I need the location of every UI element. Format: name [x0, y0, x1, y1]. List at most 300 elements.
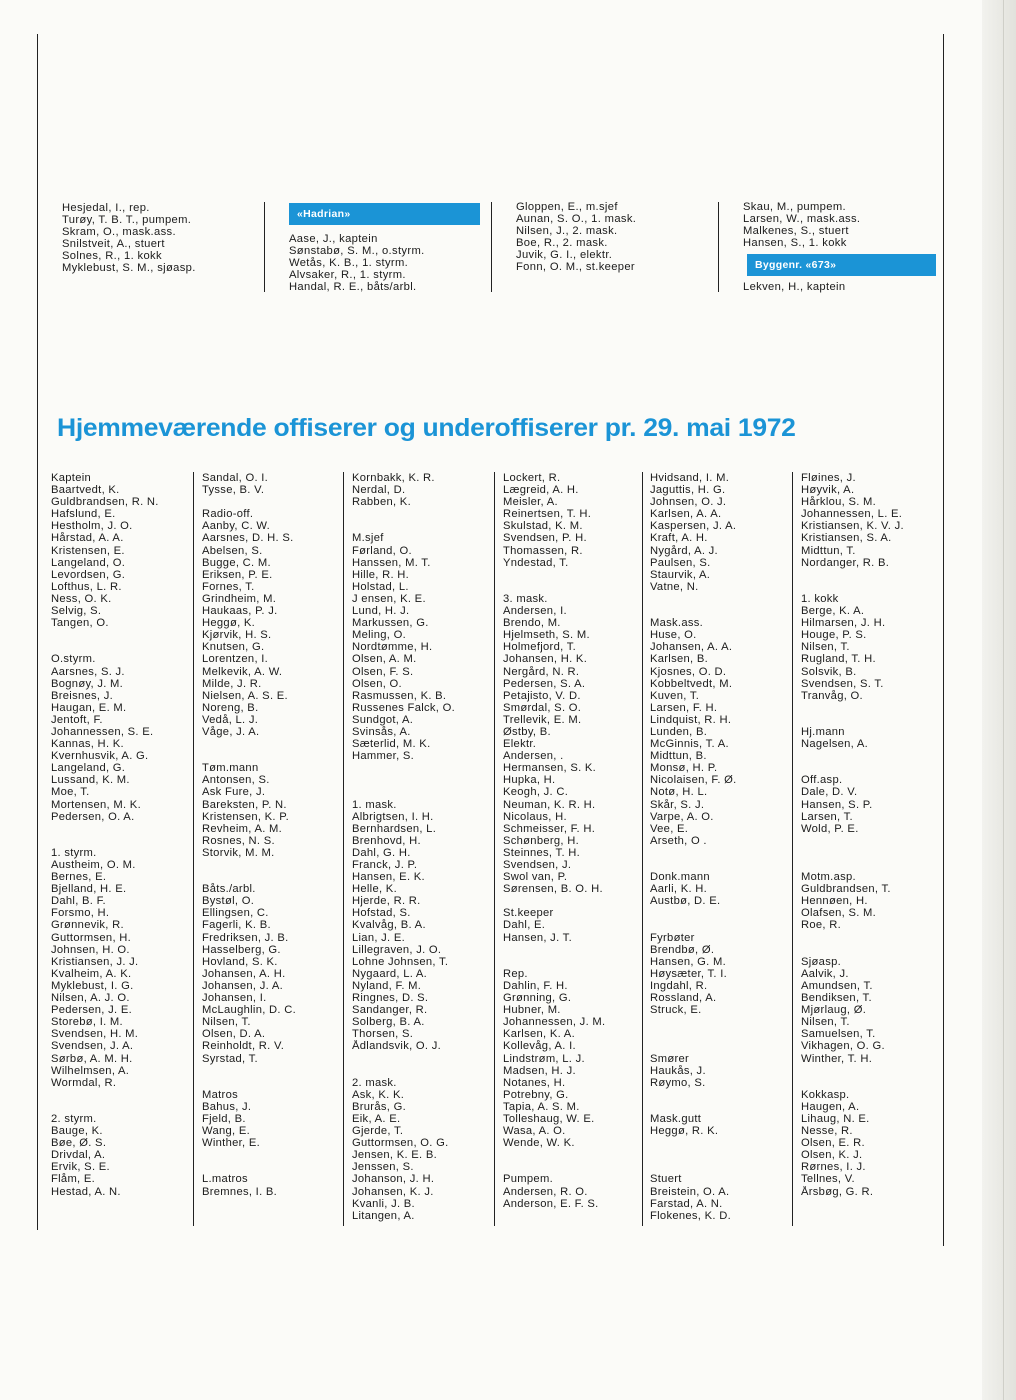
list-item: Sæterlid, M. K.: [352, 738, 431, 751]
list-item: Nerdal, D.: [352, 484, 406, 497]
list-item: Swol van, P.: [503, 871, 568, 884]
list-item: Olsen, K. J.: [801, 1149, 863, 1162]
list-item: Hanssen, M. T.: [352, 556, 431, 569]
list-item: Lindquist, R. H.: [650, 713, 732, 726]
list-item: Monsø, H. P.: [650, 762, 718, 775]
list-item: Olsen, D. A.: [202, 1028, 266, 1041]
list-item: Kvanli, J. B.: [352, 1197, 415, 1210]
list-item: Sjøasp.: [801, 955, 842, 968]
list-item: St.keeper: [503, 907, 554, 920]
list-item: Lihaug, N. E.: [801, 1112, 870, 1125]
list-item: Tangen, O.: [51, 617, 109, 630]
list-item: Wilhelmsen, A.: [51, 1064, 130, 1077]
roster-column-3: [352, 472, 497, 1222]
list-item: Svinsås, A.: [352, 725, 411, 738]
list-item: Malkenes, S., stuert: [743, 225, 849, 238]
list-item: Heggø, R. K.: [650, 1125, 719, 1138]
list-item: Vikhagen, O. G.: [801, 1040, 885, 1053]
list-item: Bendiksen, T.: [801, 992, 872, 1005]
top-list-crew-1: [62, 202, 196, 275]
list-item: Årsbøg, G. R.: [801, 1185, 874, 1198]
list-item: Johansen, A. A.: [650, 641, 733, 654]
list-item: Skram, O., mask.ass.: [62, 226, 176, 239]
list-item: Kristensen, K. P.: [202, 810, 289, 823]
list-item: Sandanger, R.: [352, 1004, 428, 1017]
list-item: Syrstad, T.: [202, 1052, 258, 1065]
list-item: Lockert, R.: [503, 472, 561, 484]
list-item: Revheim, A. M.: [202, 822, 283, 835]
list-item: Bugge, C. M.: [202, 556, 271, 569]
list-item: Gjerde, T.: [352, 1125, 404, 1138]
list-item: Austheim, O. M.: [51, 859, 136, 871]
list-item: Olsen, A. M.: [352, 653, 417, 666]
list-item: Antonsen, S.: [202, 774, 270, 787]
list-item: Dahlin, F. H.: [503, 979, 568, 992]
list-item: Sørensen, B. O. H.: [503, 883, 603, 896]
list-item: Reinertsen, T. H.: [503, 508, 592, 521]
spacer: [650, 1101, 795, 1113]
spacer: [51, 641, 196, 653]
list-item: Mjørlaug, Ø.: [801, 1004, 867, 1017]
list-item: Staurvik, A.: [650, 568, 711, 581]
list-item: Lunden, B.: [650, 725, 708, 738]
list-item: Lillegraven, J. O.: [352, 943, 442, 956]
list-item: Brurås, G.: [352, 1100, 406, 1113]
list-item: Mask.gutt: [650, 1112, 702, 1125]
list-item: Gloppen, E., m.sjef: [516, 201, 618, 213]
list-item: Midttun, T.: [801, 544, 856, 557]
list-item: Yndestad, T.: [503, 556, 569, 569]
list-item: Rugland, T. H.: [801, 653, 876, 666]
spacer: [503, 1149, 648, 1161]
spacer: [801, 1077, 946, 1089]
list-item: Kaspersen, J. A.: [650, 520, 737, 533]
list-item: Dahl, B. F.: [51, 895, 106, 908]
spacer: [352, 786, 497, 798]
list-item: Schønberg, H.: [503, 834, 580, 847]
spacer: [51, 835, 196, 847]
list-item: Olsen, O.: [352, 677, 402, 690]
spacer: [202, 1161, 347, 1173]
list-item: Kraft, A. H.: [650, 532, 708, 545]
list-item: Tolleshaug, W. E.: [503, 1112, 595, 1125]
spacer: [352, 508, 497, 520]
list-item: Smørdal, S. O.: [503, 701, 582, 714]
list-item: Olafsen, S. M.: [801, 907, 877, 920]
list-item: Guldbrandsen, T.: [801, 883, 891, 896]
spacer: [650, 593, 795, 605]
spacer: [650, 859, 795, 871]
list-item: Svendsen, J.: [503, 859, 572, 871]
list-item: Meisler, A.: [503, 496, 558, 509]
list-item: Karlsen, K. A.: [503, 1028, 575, 1041]
list-item: Kristiansen, K. V. J.: [801, 520, 904, 533]
spacer: [503, 956, 648, 968]
top-list-byggenr: [743, 281, 845, 293]
list-item: Brendo, M.: [503, 617, 561, 630]
list-item: Nicolaus, H.: [503, 810, 567, 823]
list-item: Johannessen, S. E.: [51, 725, 154, 738]
top-divider-3: [718, 202, 719, 292]
list-item: Ervik, S. E.: [51, 1161, 110, 1174]
list-item: Kjosnes, O. D.: [650, 665, 727, 678]
list-item: Hennøen, H.: [801, 895, 868, 908]
list-item: Nagelsen, A.: [801, 738, 869, 751]
list-item: J ensen, K. E.: [352, 592, 426, 605]
list-item: Tysse, B. V.: [202, 484, 265, 497]
list-item: 2. mask.: [352, 1076, 397, 1089]
list-item: Haugen, A.: [801, 1100, 860, 1113]
list-item: Ingdahl, R.: [650, 979, 708, 992]
list-item: Anderson, E. F. S.: [503, 1197, 599, 1210]
list-item: L.matros: [202, 1173, 248, 1186]
list-item: Ringnes, D. S.: [352, 992, 429, 1005]
list-item: Turøy, T. B. T., pumpem.: [62, 214, 192, 227]
list-item: Pedersen, O. A.: [51, 810, 135, 823]
list-item: Nicolaisen, F. Ø.: [650, 774, 737, 787]
list-item: Kuven, T.: [650, 689, 700, 702]
list-item: Nielsen, A. S. E.: [202, 689, 288, 702]
list-item: Grønning, G.: [503, 992, 572, 1005]
list-item: Skau, M., pumpem.: [743, 201, 846, 213]
list-item: Kornbakk, K. R.: [352, 472, 435, 484]
list-item: Milde, J. R.: [202, 677, 262, 690]
list-item: Fonn, O. M., st.keeper: [516, 261, 635, 274]
list-item: Hille, R. H.: [352, 568, 410, 581]
list-item: Knutsen, G.: [202, 641, 265, 654]
list-item: Thorsen, S.: [352, 1028, 414, 1041]
list-item: Thomassen, R.: [503, 544, 583, 557]
spacer: [503, 895, 648, 907]
list-item: Hermansen, S. K.: [503, 762, 597, 775]
spacer: [202, 750, 347, 762]
list-item: Sundgot, A.: [352, 713, 414, 726]
page-edge: [982, 0, 1016, 1400]
spacer: [801, 762, 946, 774]
spacer: [202, 1065, 347, 1077]
spacer: [202, 871, 347, 883]
list-item: Jaguttis, H. G.: [650, 484, 726, 497]
spacer: [650, 919, 795, 931]
list-item: Arseth, O .: [650, 834, 707, 847]
list-item: Juvik, G. I., elektr.: [516, 249, 613, 262]
spacer: [650, 1161, 795, 1173]
list-item: Holmefjord, T.: [503, 641, 577, 654]
list-item: Lian, J. E.: [352, 931, 406, 944]
spacer: [650, 1040, 795, 1052]
list-item: 2. styrm.: [51, 1112, 97, 1125]
list-item: 3. mask.: [503, 592, 548, 605]
list-item: Bremnes, I. B.: [202, 1185, 278, 1198]
spacer: [650, 907, 795, 919]
list-item: Vee, E.: [650, 822, 689, 835]
list-item: Breisnes, J.: [51, 689, 114, 702]
list-item: Handal, R. E., båts/arbl.: [289, 281, 417, 294]
list-item: Fornes, T.: [202, 580, 255, 593]
list-item: Sønstabø, S. M., o.styrm.: [289, 245, 425, 258]
list-item: Reinholdt, R. V.: [202, 1040, 285, 1053]
list-item: Fjeld, B.: [202, 1112, 246, 1125]
list-item: Johannessen, L. E.: [801, 508, 903, 521]
list-item: Eik, A. E.: [352, 1112, 401, 1125]
list-item: Høyvik, A.: [801, 484, 855, 497]
list-item: Hansen, S. P.: [801, 798, 873, 811]
list-item: Lekven, H., kaptein: [743, 281, 846, 293]
spacer: [51, 1101, 196, 1113]
list-item: O.styrm.: [51, 653, 96, 666]
list-item: Solnes, R., 1. kokk: [62, 250, 162, 263]
list-item: McGinnis, T. A.: [650, 738, 729, 751]
list-item: McLaughlin, D. C.: [202, 1004, 297, 1017]
list-item: Boe, R., 2. mask.: [516, 237, 608, 250]
list-item: Baartvedt, K.: [51, 484, 120, 497]
list-item: Nordtømme, H.: [352, 641, 433, 654]
list-item: Guttormsen, O. G.: [352, 1137, 449, 1150]
list-item: Ådlandsvik, O. J.: [352, 1040, 442, 1053]
list-item: Tapia, A. S. M.: [503, 1100, 580, 1113]
list-item: Rasmussen, K. B.: [352, 689, 447, 702]
list-item: Johannessen, J. M.: [503, 1016, 606, 1029]
list-item: Fagerli, K. B.: [202, 919, 271, 932]
list-item: Litangen, A.: [352, 1209, 415, 1222]
list-item: Nesse, R.: [801, 1125, 853, 1138]
list-item: Johnsen, H. O.: [51, 943, 130, 956]
list-item: 1. styrm.: [51, 846, 97, 859]
list-item: Grønnevik, R.: [51, 919, 124, 932]
list-item: Langeland, O.: [51, 556, 126, 569]
list-item: Østby, B.: [503, 725, 551, 738]
list-item: Lussand, K. M.: [51, 774, 130, 787]
list-item: Hjelmseth, S. M.: [503, 629, 590, 642]
list-item: Johansen, A. H.: [202, 967, 286, 980]
list-item: Guttormsen, H.: [51, 931, 132, 944]
list-item: Pedersen, J. E.: [51, 1004, 132, 1017]
list-item: Nilsen, T.: [801, 641, 850, 654]
spacer: [650, 1016, 795, 1028]
list-item: Grindheim, M.: [202, 592, 277, 605]
list-item: Brendbø, Ø.: [650, 943, 715, 956]
list-item: Hj.mann: [801, 725, 845, 738]
spacer: [352, 774, 497, 786]
list-item: Ask, K. K.: [352, 1088, 405, 1101]
list-item: Dahl, G. H.: [352, 846, 411, 859]
list-item: Donk.mann: [650, 871, 710, 884]
list-item: Winther, T. H.: [801, 1052, 873, 1065]
list-item: Bauge, K.: [51, 1125, 103, 1138]
list-item: Ellingsen, C.: [202, 907, 269, 920]
list-item: Kvernhusvik, A. G.: [51, 750, 149, 763]
spacer: [503, 1161, 648, 1173]
list-item: Myklebust, I. G.: [51, 979, 134, 992]
spacer: [650, 1028, 795, 1040]
list-item: Austbø, D. E.: [650, 895, 721, 908]
list-item: Johansen, K. J.: [352, 1185, 434, 1198]
list-item: Haugan, E. M.: [51, 701, 127, 714]
list-item: Kristiansen, S. A.: [801, 532, 892, 545]
spacer: [801, 569, 946, 581]
roster-column-6: [801, 472, 946, 1198]
hadrian-heading-bar: «Hadrian»: [289, 203, 480, 225]
list-item: Breistein, O. A.: [650, 1185, 730, 1198]
list-item: Hestholm, J. O.: [51, 520, 133, 533]
list-item: Lohne Johnsen, T.: [352, 955, 449, 968]
spacer: [503, 944, 648, 956]
list-item: Svendsen, S. T.: [801, 677, 884, 690]
list-item: Neuman, K. R. H.: [503, 798, 596, 811]
list-item: Hansen, S., 1. kokk: [743, 237, 847, 250]
list-item: Ask Fure, J.: [202, 786, 266, 799]
spacer: [202, 738, 347, 750]
list-item: Vatne, N.: [650, 580, 699, 593]
list-item: Hasselberg, G.: [202, 943, 281, 956]
list-item: Lofthus, L. R.: [51, 580, 122, 593]
list-item: Kvalvåg, B. A.: [352, 919, 426, 932]
list-item: Kvalheim, A. K.: [51, 967, 132, 980]
list-item: Sørbø, A. M. H.: [51, 1052, 133, 1065]
spacer: [51, 1089, 196, 1101]
list-item: Madsen, H. J.: [503, 1064, 576, 1077]
list-item: Olsen, F. S.: [352, 665, 414, 678]
list-item: Tøm.mann: [202, 762, 259, 775]
list-item: Myklebust, S. M., sjøasp.: [62, 262, 196, 275]
list-item: Wold, P. E.: [801, 822, 859, 835]
list-item: Svendsen, P. H.: [503, 532, 587, 545]
list-item: Samuelsen, T.: [801, 1028, 876, 1041]
list-item: Lægreid, A. H.: [503, 484, 579, 497]
list-item: Bognøy, J. M.: [51, 677, 124, 690]
list-item: Bahus, J.: [202, 1100, 252, 1113]
page-title: Hjemmeværende offiserer og underoffiserer pr. 29. mai 1972: [57, 414, 796, 442]
list-item: Hårstad, A. A.: [51, 532, 124, 545]
spacer: [202, 859, 347, 871]
list-item: Steinnes, T. H.: [503, 846, 581, 859]
list-item: Høysæter, T. I.: [650, 967, 728, 980]
spacer: [202, 496, 347, 508]
spacer: [352, 1053, 497, 1065]
list-item: Varpe, A. O.: [650, 810, 714, 823]
list-item: Johansen, I.: [202, 992, 267, 1005]
spacer: [352, 1065, 497, 1077]
list-item: Hansen, E. K.: [352, 871, 425, 884]
list-item: Johanson, J. H.: [352, 1173, 435, 1186]
list-item: Huse, O.: [650, 629, 697, 642]
list-item: Røymo, S.: [650, 1076, 706, 1089]
list-item: Helle, K.: [352, 883, 397, 896]
list-item: Russenes Falck, O.: [352, 701, 456, 714]
list-item: Hupka, H.: [503, 774, 556, 787]
list-item: Hårklou, S. M.: [801, 496, 877, 509]
list-item: Hansen, G. M.: [650, 955, 727, 968]
list-item: Radio-off.: [202, 508, 254, 521]
spacer: [650, 1089, 795, 1101]
list-item: Kristensen, E.: [51, 544, 125, 557]
list-item: Hafslund, E.: [51, 508, 116, 521]
list-item: Lund, H. J.: [352, 605, 410, 618]
list-item: Mortensen, M. K.: [51, 798, 141, 811]
list-item: Vedå, L. J.: [202, 713, 259, 726]
list-item: Hjerde, R. R.: [352, 895, 421, 908]
list-item: 1. mask.: [352, 798, 397, 811]
spacer: [801, 702, 946, 714]
spacer: [650, 847, 795, 859]
list-item: Svendsen, J. A.: [51, 1040, 134, 1053]
roster-column-5: [650, 472, 795, 1222]
list-item: Albrigtsen, I. H.: [352, 810, 434, 823]
spacer: [801, 835, 946, 847]
list-item: 1. kokk: [801, 592, 839, 605]
list-item: Keogh, J. C.: [503, 786, 569, 799]
list-item: Dale, D. V.: [801, 786, 858, 799]
list-item: Nilsen, A. J. O.: [51, 992, 130, 1005]
spacer: [801, 944, 946, 956]
list-item: Våge, J. A.: [202, 725, 260, 738]
list-item: Storvik, M. M.: [202, 846, 275, 859]
byggenr-heading-bar: Byggenr. «673»: [747, 254, 936, 276]
spacer: [650, 605, 795, 617]
list-item: Notanes, H.: [503, 1076, 566, 1089]
spacer: [801, 932, 946, 944]
spacer: [503, 581, 648, 593]
list-item: Motm.asp.: [801, 871, 856, 884]
list-item: Aalvik, J.: [801, 967, 849, 980]
list-item: Off.asp.: [801, 774, 843, 787]
top-divider-1: [264, 202, 265, 292]
list-item: Kobbeltvedt, M.: [650, 677, 733, 690]
list-item: Elektr.: [503, 738, 537, 751]
list-item: Paulsen, S.: [650, 556, 711, 569]
list-item: Forsmo, H.: [51, 907, 110, 920]
spacer: [801, 1065, 946, 1077]
spacer: [801, 581, 946, 593]
list-item: Johnsen, O. J.: [650, 496, 727, 509]
list-item: Aarli, K. H.: [650, 883, 708, 896]
list-item: Svendsen, H. M.: [51, 1028, 139, 1041]
list-item: Meling, O.: [352, 629, 406, 642]
list-item: Hovland, S. K.: [202, 955, 278, 968]
spacer: [801, 750, 946, 762]
list-item: Jentoft, F.: [51, 713, 103, 726]
list-item: Larsen, W., mask.ass.: [743, 213, 861, 226]
list-item: Andersen, I.: [503, 605, 567, 618]
list-item: Nygaard, L. A.: [352, 967, 428, 980]
list-item: Wasa, A. O.: [503, 1125, 566, 1138]
list-item: Lorentzen, I.: [202, 653, 269, 666]
list-item: Bystøl, O.: [202, 895, 255, 908]
list-item: Olsen, E. R.: [801, 1137, 865, 1150]
spacer: [650, 1137, 795, 1149]
list-item: M.sjef: [352, 532, 384, 545]
spacer: [352, 520, 497, 532]
list-item: Markussen, G.: [352, 617, 429, 630]
list-item: Hvidsand, I. M.: [650, 472, 730, 484]
top-divider-2: [491, 202, 492, 292]
list-item: Fløines, J.: [801, 472, 856, 484]
list-item: Haukås, J.: [650, 1064, 706, 1077]
list-item: Winther, E.: [202, 1137, 261, 1150]
list-item: Levordsen, G.: [51, 568, 126, 581]
list-item: Notø, H. L.: [650, 786, 708, 799]
list-item: Storebø, I. M.: [51, 1016, 123, 1029]
list-item: Petajisto, V. D.: [503, 689, 581, 702]
list-item: Kokkasp.: [801, 1088, 850, 1101]
list-item: Eriksen, P. E.: [202, 568, 273, 581]
list-item: Tellnes, V.: [801, 1173, 855, 1186]
spacer: [51, 823, 196, 835]
list-item: Schmeisser, F. H.: [503, 822, 596, 835]
page-edge-line: [1003, 0, 1004, 1400]
list-item: Mask.ass.: [650, 617, 704, 630]
list-item: Wang, E.: [202, 1125, 250, 1138]
